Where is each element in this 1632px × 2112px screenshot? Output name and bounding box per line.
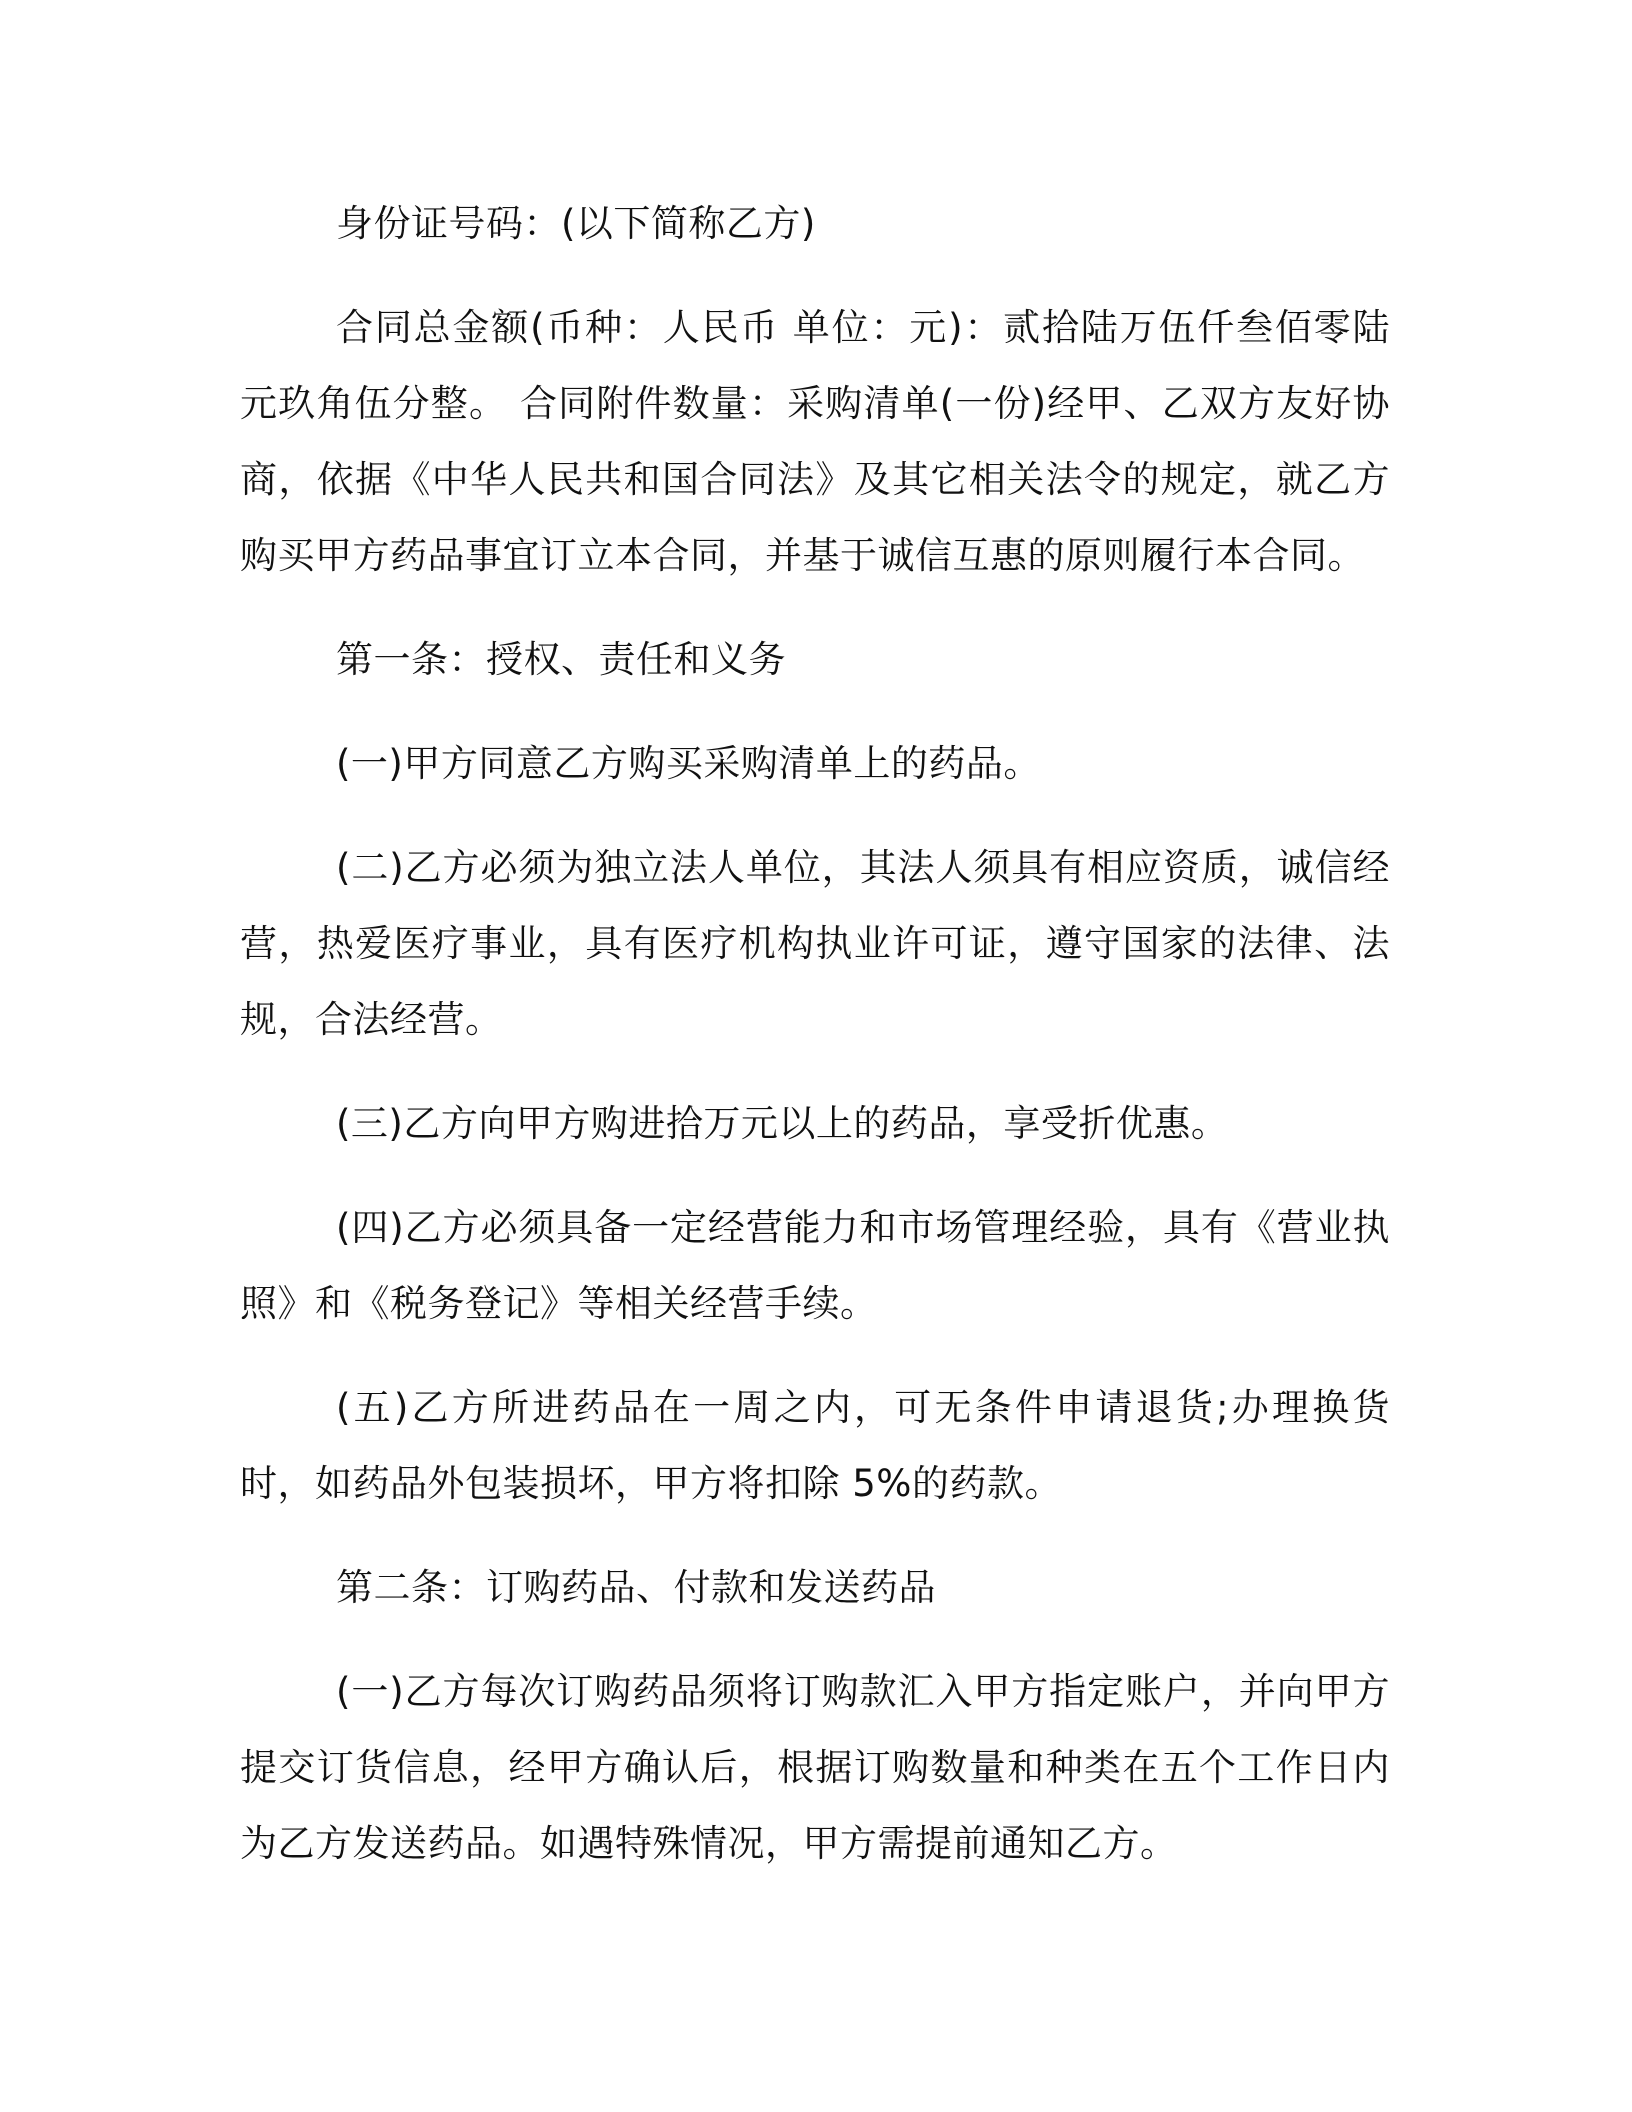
article-one-clause-3: (三)乙方向甲方购进拾万元以上的药品，享受折优惠。 (336, 1102, 1229, 1145)
article-one-clause-5: (五)乙方所进药品在一周之内，可无条件申请退货;办理换货时，如药品外包装损坏，甲方将扣除 5%的药款。 (240, 1386, 1390, 1505)
id-number-line: 身份证号码：(以下简称乙方) (336, 202, 816, 245)
article-two-heading: 第二条：订购药品、付款和发送药品 (336, 1566, 936, 1609)
document-body (240, 186, 1390, 1910)
article-one-clause-1: (一)甲方同意乙方购买采购清单上的药品。 (336, 742, 1041, 785)
article-one-clause-2: (二)乙方必须为独立法人单位，其法人须具有相应资质，诚信经营，热爱医疗事业，具有医疗机构执业许可证，遵守国家的法律、法规，合法经营。 (240, 846, 1390, 1041)
article-one-clause-4: (四)乙方必须具备一定经营能力和市场管理经验，具有《营业执照》和《税务登记》等相关经营手续。 (240, 1206, 1390, 1325)
article-one-heading: 第一条：授权、责任和义务 (336, 638, 786, 681)
contract-amount-paragraph: 合同总金额(币种：人民币 单位：元)：贰拾陆万伍仟叁佰零陆元玖角伍分整。 合同附件数量：采购清单(一份)经甲、乙双方友好协商，依据《中华人民共和国合同法》及其它相关法令的规定，就乙方购买甲方药品事宜订立本合同，并基于诚信互惠的原则履行本合同。 (240, 306, 1390, 577)
article-two-clause-1: (一)乙方每次订购药品须将订购款汇入甲方指定账户，并向甲方提交订货信息，经甲方确认后，根据订购数量和种类在五个工作日内为乙方发送药品。如遇特殊情况，甲方需提前通知乙方。 (240, 1670, 1390, 1865)
